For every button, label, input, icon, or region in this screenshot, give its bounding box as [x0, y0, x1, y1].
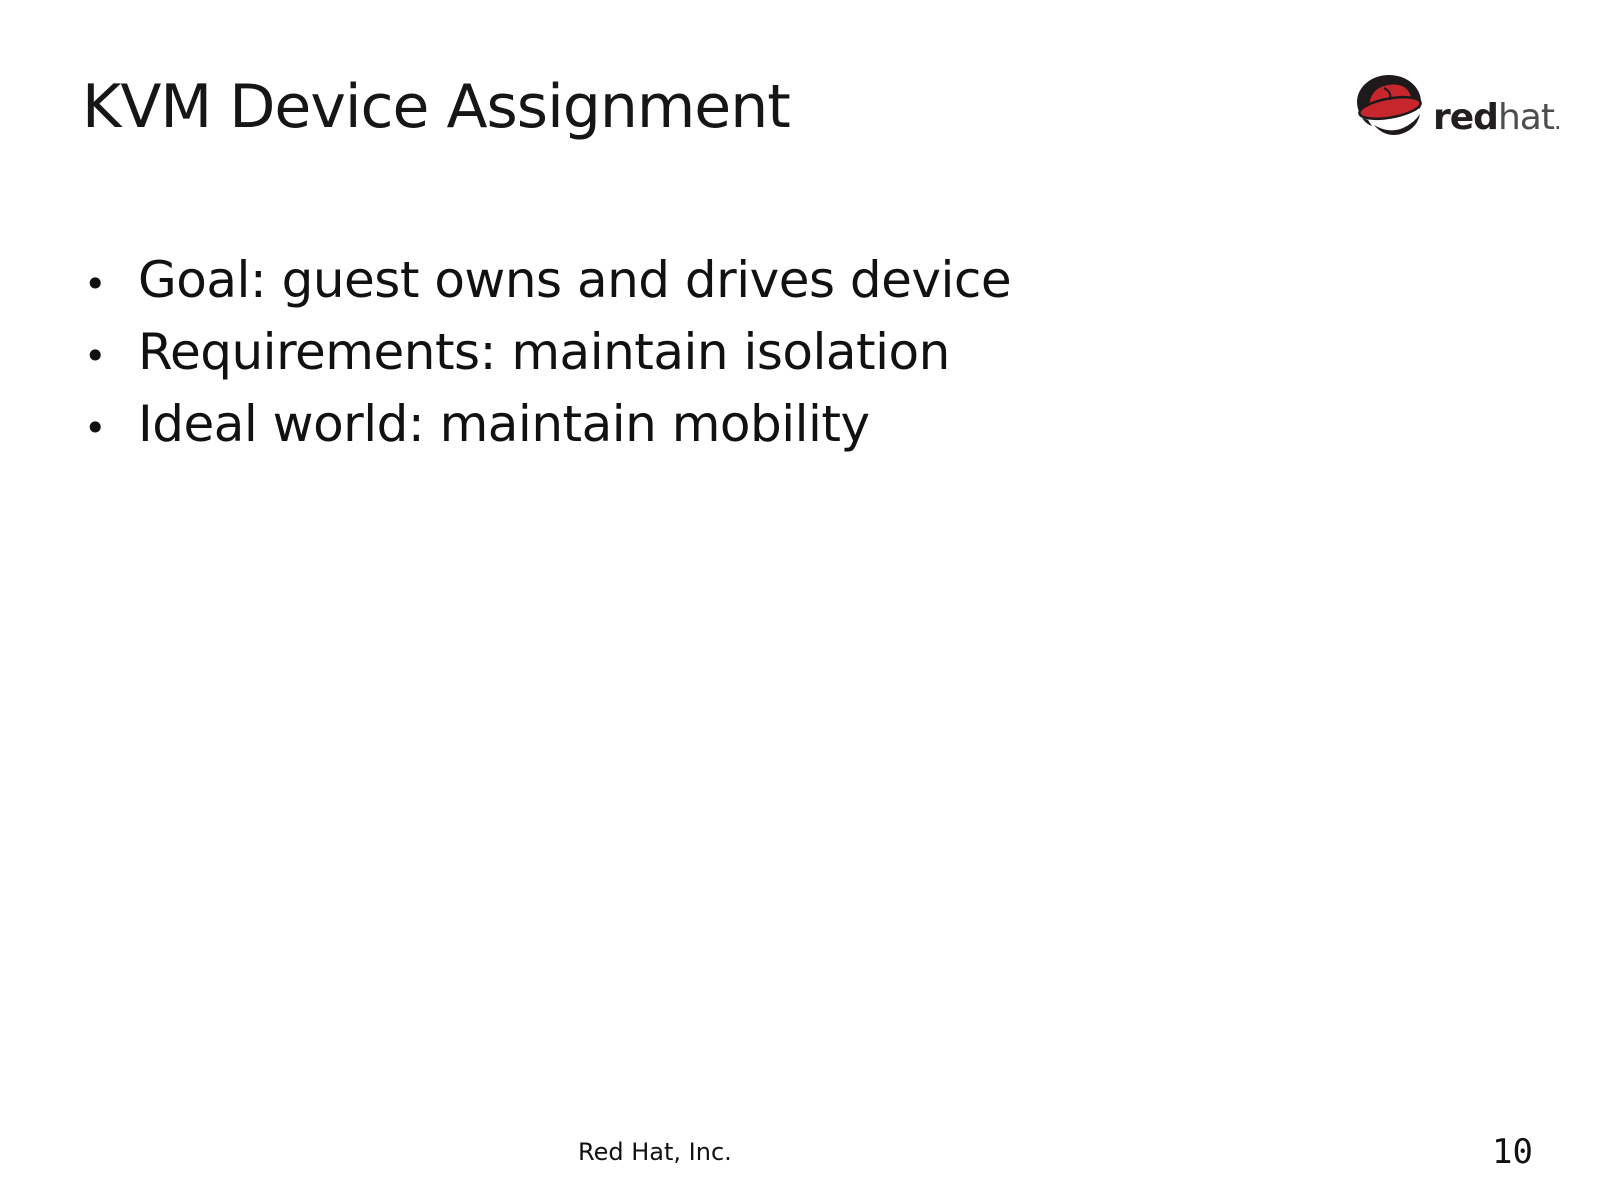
redhat-shadowman-icon — [1356, 74, 1426, 140]
redhat-logo — [1356, 74, 1561, 140]
bullet-item — [84, 246, 1011, 318]
bullet-list — [84, 246, 1011, 462]
page-number: 10 — [1492, 1132, 1533, 1172]
bullet-text: Ideal world: maintain mobility — [138, 395, 870, 453]
bullet-item — [84, 390, 1011, 462]
wordmark-trademark-dot: . — [1553, 107, 1561, 135]
bullet-item — [84, 318, 1011, 390]
footer-company-name: Red Hat, Inc. — [578, 1138, 732, 1166]
bullet-text: Requirements: maintain isolation — [138, 323, 950, 381]
bullet-icon: • — [84, 334, 106, 378]
wordmark-red-text: red — [1433, 97, 1498, 138]
bullet-icon: • — [84, 262, 106, 306]
bullet-text: Goal: guest owns and drives device — [138, 251, 1012, 309]
redhat-wordmark — [1433, 97, 1561, 140]
wordmark-hat-text: hat — [1497, 97, 1554, 138]
bullet-icon: • — [84, 406, 106, 450]
slide-title: KVM Device Assignment — [82, 72, 790, 142]
